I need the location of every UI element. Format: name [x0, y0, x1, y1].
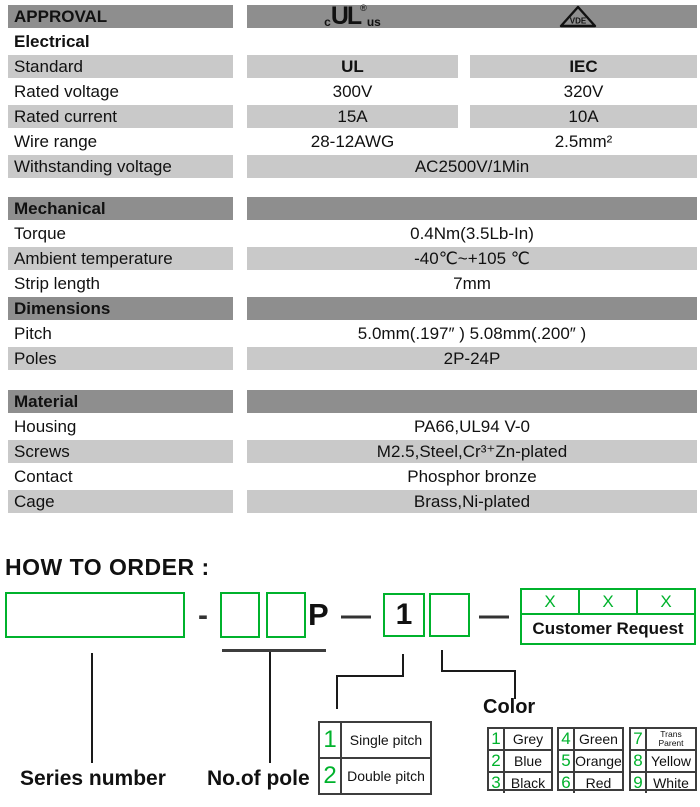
approval-logos: [247, 2, 697, 30]
pole-suffix-p: P: [308, 597, 329, 632]
approval-title: APPROVAL: [8, 5, 233, 28]
pitch-row: [8, 322, 700, 345]
ambient-temperature-value: -40℃~+105 ℃: [247, 247, 697, 270]
color-row: [559, 729, 622, 751]
color-label: Orange: [575, 753, 622, 769]
series-connector-line: [91, 653, 93, 763]
contact-row: [8, 465, 700, 488]
poles-value: 2P-24P: [247, 347, 697, 370]
color-code: 4: [559, 729, 575, 749]
contact-value: Phosphor bronze: [407, 466, 537, 486]
color-label: Red: [585, 775, 612, 791]
wire-range-iec-value: 2.5mm²: [554, 131, 613, 151]
ambient-temperature-label: Ambient temperature: [8, 247, 233, 270]
color-row: [631, 729, 695, 751]
color-code: 3: [489, 773, 505, 793]
color-row: [631, 773, 695, 793]
pitch-connector-line-h: [336, 675, 404, 677]
strip-length-value: 7mm: [453, 273, 491, 293]
svg-text:VDE: VDE: [569, 16, 586, 25]
color-title: Color: [483, 696, 536, 718]
screws-value: M2.5,Steel,Cr³⁺Zn-plated: [247, 440, 697, 463]
cage-row: [8, 490, 700, 513]
approval-row: [8, 2, 700, 30]
housing-label: Housing: [14, 416, 77, 436]
torque-value: 0.4Nm(3.5Lb-In): [410, 223, 534, 243]
pitch-value: 5.0mm(.197″ ) 5.08mm(.200″ ): [357, 323, 587, 343]
electrical-title: Electrical: [14, 31, 90, 51]
mechanical-header-row: [8, 197, 700, 220]
pitch-option-label: Single pitch: [349, 732, 423, 748]
mechanical-title: Mechanical: [8, 197, 233, 220]
mechanical-header-fill: [247, 197, 697, 220]
color-code: 9: [631, 773, 647, 793]
rated-voltage-label: Rated voltage: [14, 81, 119, 101]
pitch-option-code: 2: [320, 759, 342, 793]
color-code: 6: [559, 773, 575, 793]
color-connector-line-v2: [514, 670, 516, 699]
customer-request-label: Customer Request: [532, 619, 684, 638]
series-number-label: Series number: [20, 767, 166, 790]
x-cell: X: [580, 590, 638, 613]
ul-certification-icon: c UL ® us: [324, 2, 381, 30]
color-row: [489, 751, 551, 773]
pitch-code-box: 1: [383, 593, 425, 637]
vde-certification-icon: [458, 5, 697, 29]
how-to-order-title: HOW TO ORDER :: [5, 554, 210, 580]
series-number-box: [5, 592, 185, 638]
strip-length-row: [8, 272, 700, 295]
color-code: 7: [631, 729, 647, 749]
withstanding-voltage-value: AC2500V/1Min: [247, 155, 697, 178]
torque-label: Torque: [14, 223, 66, 243]
material-header-fill: [247, 390, 697, 413]
contact-label: Contact: [14, 466, 73, 486]
x-cell: X: [660, 591, 672, 611]
rated-current-ul-value: 15A: [247, 105, 458, 128]
standard-label: Standard: [8, 55, 233, 78]
poles-row: [8, 347, 700, 370]
column-gap: [233, 5, 247, 28]
color-label: Blue: [513, 753, 543, 769]
color-label: White: [653, 775, 689, 791]
color-code: 1: [489, 729, 505, 749]
no-of-pole-label: No.of pole: [207, 767, 310, 790]
strip-length-label: Strip length: [14, 273, 100, 293]
color-label: Black: [510, 775, 546, 791]
color-code-box: [429, 593, 470, 637]
dimensions-title: Dimensions: [8, 297, 233, 320]
section-spacer: [8, 180, 700, 197]
cage-label: Cage: [8, 490, 233, 513]
pole-underline: [222, 649, 326, 652]
order-dash-2: —: [341, 599, 371, 632]
rated-voltage-iec-value: 320V: [563, 81, 604, 101]
pitch-option-label: Double pitch: [347, 768, 425, 784]
screws-label: Screws: [8, 440, 233, 463]
cage-value: Brass,Ni-plated: [247, 490, 697, 513]
pitch-option-code: 1: [320, 723, 342, 757]
standard-iec-value: IEC: [470, 55, 697, 78]
order-dash-3: —: [479, 599, 509, 632]
wire-range-ul-value: 28-12AWG: [310, 131, 395, 151]
pitch-option-row: [320, 759, 430, 793]
poles-label: Poles: [8, 347, 233, 370]
color-label: Yellow: [651, 753, 691, 769]
rated-current-iec-value: 10A: [470, 105, 697, 128]
housing-value: PA66,UL94 V-0: [414, 416, 530, 436]
pole-digit-box-2: [266, 592, 306, 638]
rated-voltage-row: [8, 80, 700, 103]
color-table-3: [629, 727, 697, 791]
screws-row: [8, 440, 700, 463]
color-row: [631, 751, 695, 773]
torque-row: [8, 222, 700, 245]
material-header-row: [8, 390, 700, 413]
wire-range-label: Wire range: [14, 131, 98, 151]
material-title: Material: [8, 390, 233, 413]
pitch-connector-line-v1: [402, 654, 404, 677]
color-code: 8: [631, 751, 647, 771]
pitch-label: Pitch: [14, 323, 52, 343]
color-connector-line-h: [441, 670, 516, 672]
housing-row: [8, 415, 700, 438]
rated-current-row: [8, 105, 700, 128]
color-table-1: [487, 727, 553, 791]
pitch-option-table: [318, 721, 432, 795]
rated-voltage-ul-value: 300V: [332, 81, 373, 101]
color-row: [559, 773, 622, 793]
pitch-connector-line-v2: [336, 675, 338, 709]
order-dash-1: -: [198, 599, 208, 632]
customer-request-x-row: [522, 590, 694, 615]
pole-digit-box-1: [220, 592, 260, 638]
color-table-2: [557, 727, 624, 791]
dimensions-header-row: [8, 297, 700, 320]
withstanding-voltage-row: [8, 155, 700, 178]
rated-current-label: Rated current: [8, 105, 233, 128]
withstanding-voltage-label: Withstanding voltage: [8, 155, 233, 178]
pole-connector-line: [269, 652, 271, 763]
section-spacer: [8, 372, 700, 390]
pitch-option-row: [320, 723, 430, 759]
color-code: 2: [489, 751, 505, 771]
color-label: Trans Parent: [658, 729, 684, 748]
color-row: [489, 729, 551, 751]
ambient-temperature-row: [8, 247, 700, 270]
color-label: Green: [579, 731, 618, 747]
customer-request-table: [520, 588, 696, 645]
x-cell: X: [522, 590, 580, 613]
color-label: Grey: [512, 731, 544, 747]
standard-row: [8, 55, 700, 78]
standard-ul-value: UL: [247, 55, 458, 78]
wire-range-row: [8, 130, 700, 153]
color-code: 5: [559, 751, 575, 771]
dimensions-header-fill: [247, 297, 697, 320]
color-row: [559, 751, 622, 773]
electrical-section-row: [8, 30, 700, 53]
color-row: [489, 773, 551, 793]
color-connector-line-v1: [441, 650, 443, 672]
